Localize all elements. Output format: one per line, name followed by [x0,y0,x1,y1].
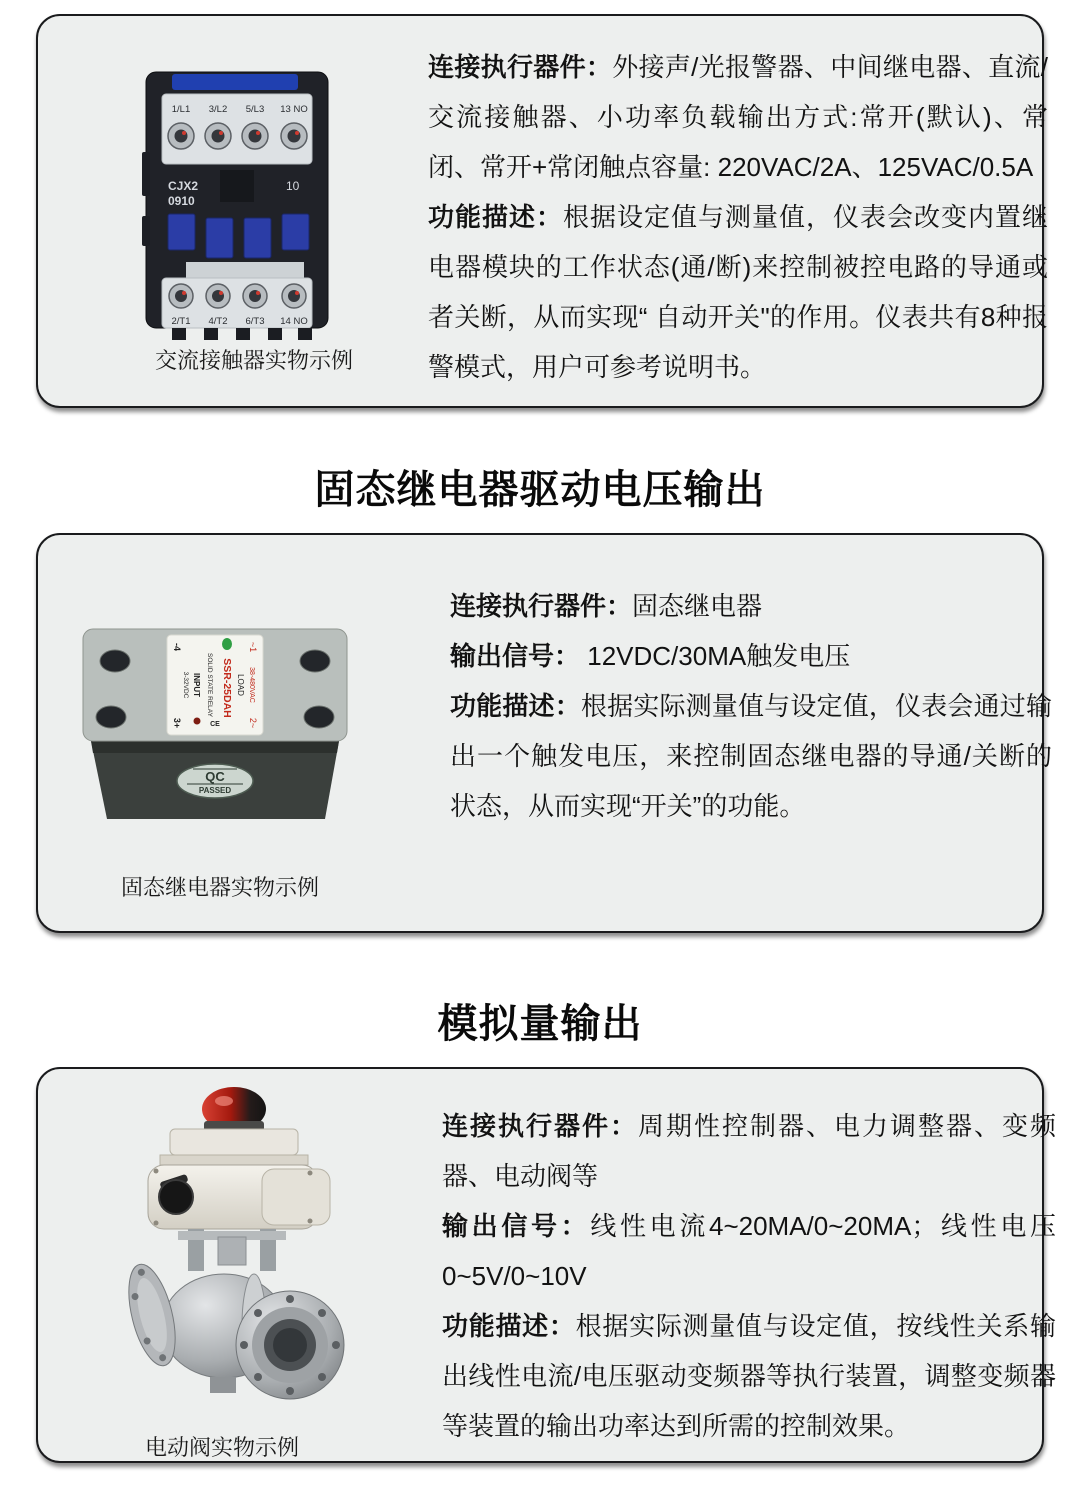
contactor-blue-strip [172,74,298,90]
paragraph-output-signal [442,1201,1056,1301]
field-value: 外接声/光报警器、中间继电器、直流/交流接触器、小功率负载输出方式:常开(默认)、常闭、常开+常闭触点容量: 220VAC/2A、125VAC/0.5A [428,52,1048,182]
valve-actuator-top [170,1129,298,1155]
ssr-input-label: INPUT [192,673,201,697]
valve-right-flange [236,1291,344,1399]
field-label: 功能描述： [442,1311,576,1341]
field-value: 12VDC/30MA触发电压 [580,641,851,671]
relay-description [428,42,1048,392]
contactor-terminal-label: 14 NO [280,316,308,327]
ssr-qc-text: PASSED [198,786,232,795]
valve-photo [112,1083,347,1428]
contactor-caption: 交流接触器实物示例 [154,348,353,373]
field-label: 连接执行器件： [428,52,613,82]
field-value: 根据设定值与测量值，仪表会改变内置继电器模块的工作状态(通/断)来控制被控电路的导通或者关断，从而实现“ 自动开关"的作用。仪表共有8种报警模式，用户可参考说明书。 [428,202,1048,382]
contactor-model-text: 0910 [168,194,195,208]
contactor-illustration [142,66,332,344]
analog-description [442,1101,1056,1451]
ssr-model-text: SSR-25DAH [221,658,233,718]
contactor-terminal-label: 4/T2 [208,316,228,327]
field-value: 根据实际测量值与设定值，按线性关系输出线性电流/电压驱动变频器等执行装置，调整变频器等装置的输出功率达到所需的控制效果。 [442,1311,1056,1441]
contactor-terminal-label: 1/L1 [171,104,191,115]
field-label: 连接执行器件： [442,1111,638,1141]
ssr-input-pos: 3+ [172,717,182,729]
contactor-bottom-teeth [172,328,312,340]
paragraph-function-desc [450,681,1052,831]
contactor-aux-code: 10 [286,179,300,193]
valve-caption: 电动阀实物示例 [144,1435,299,1460]
ssr-photo [75,613,362,825]
paragraph-function-desc [442,1301,1056,1451]
ssr-logo [222,638,232,650]
ssr-description [450,581,1052,831]
field-label: 连接执行器件： [450,591,633,621]
paragraph-connect-devices [442,1101,1056,1201]
ssr-input-range: 3-32VDC [182,671,189,699]
field-label: 功能描述： [428,202,563,232]
field-label: 输出信号： [450,641,581,671]
paragraph-connect-devices [450,581,1052,631]
analog-output-card [36,1067,1056,1463]
ssr-load-label: LOAD [236,674,245,696]
contactor-photo [142,66,332,344]
field-label: 输出信号： [442,1211,591,1241]
ssr-qc-text: QC [205,769,225,784]
valve-illustration [112,1083,347,1428]
contactor-terminal-label: 2/T1 [171,316,191,327]
paragraph-output-signal [450,631,1052,681]
ssr-load-t1: ~1 [248,641,258,653]
section-title-analog-output: 模拟量输出 [437,1002,643,1046]
contactor-terminal-label: 3/L2 [208,104,228,115]
field-value: 固态继电器 [632,591,763,621]
contactor-terminal-label: 5/L3 [245,104,265,115]
field-value: 根据实际测量值与设定值，仪表会通过输出一个触发电压，来控制固态继电器的导通/关断的状态，从而实现“开关”的功能。 [450,691,1052,821]
field-label: 功能描述： [450,691,581,721]
ssr-illustration [75,613,362,825]
paragraph-function-desc [428,192,1048,392]
ssr-load-range: 38-480VAC [248,667,255,703]
section-title-ssr-output: 固态继电器驱动电压输出 [314,468,766,512]
paragraph-connect-devices [428,42,1048,192]
field-value: 线性电流4~20MA/0~20MA；线性电压0~5V/0~10V [442,1211,1056,1291]
contactor-terminal-label: 13 NO [280,104,308,115]
ssr-load-t2: 2~ [248,717,258,729]
ssr-output-card [36,533,1052,933]
contactor-terminal-label: 6/T3 [245,316,265,327]
contactor-model-text: CJX2 [168,179,199,193]
ssr-ce-mark: CE [210,721,220,728]
ssr-type-label: SOLID STATE RELAY [206,653,213,717]
field-value: 周期性控制器、电力调整器、变频器、电动阀等 [442,1111,1056,1191]
ssr-input-neg: -4 [172,642,182,652]
valve-knob [159,1180,193,1214]
ssr-caption: 固态继电器实物示例 [120,875,319,900]
ssr-led [194,718,201,725]
relay-output-card [36,14,1048,408]
